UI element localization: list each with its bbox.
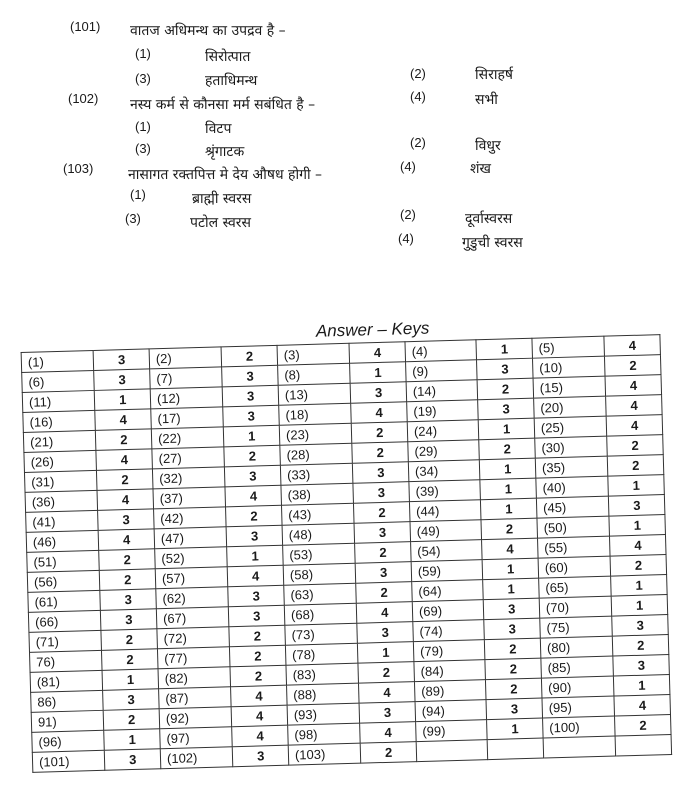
question-number-cell: (88) [286,683,359,705]
question-number-cell: (6) [22,370,95,392]
option-number: (4) [410,89,426,104]
answer-cell: 3 [223,405,279,427]
answer-cell: 3 [223,385,279,407]
answer-cell: 1 [95,389,151,411]
answer-cell: 2 [605,355,661,377]
answer-cell: 1 [350,362,406,384]
question-number-cell: (25) [534,416,607,438]
option-number: (3) [135,71,151,86]
question-number-cell: (58) [283,563,356,585]
answer-cell: 2 [222,345,278,367]
question-number-cell: (69) [412,600,484,622]
question-number-cell: (79) [413,640,485,662]
answer-cell: 4 [360,722,416,744]
option-number: (4) [398,231,414,246]
question-number-cell: (49) [410,520,482,542]
question-number-cell: (89) [414,680,486,702]
answer-cell: 2 [607,435,663,457]
answer-cell: 1 [227,545,283,567]
answer-cell: 1 [476,338,532,360]
question-text: नस्य कर्म से कौनसा मर्म सबंधित है – [130,97,316,113]
answer-cell: 2 [356,582,412,604]
answer-cell: 1 [609,515,665,537]
answer-cell: 4 [232,725,288,747]
answer-cell: 2 [478,378,534,400]
question-number-cell: (7) [150,367,223,389]
option-text: विधुर [475,138,501,154]
question-number-cell: (90) [541,676,614,698]
question-number-cell: (17) [151,407,224,429]
question-number-cell: (56) [27,570,100,592]
question-number-cell: (55) [537,536,610,558]
question-number-cell: (36) [25,490,98,512]
answer-cell: 2 [361,742,417,764]
question-number-cell: (87) [159,687,232,709]
answer-cell: 2 [486,678,542,700]
option-text: सिराहर्ष [475,67,513,83]
question-number-cell: (101) [32,750,105,772]
question-number-cell: (59) [411,560,483,582]
answer-cell: 2 [355,542,411,564]
answer-cell: 3 [477,358,533,380]
answer-cell: 4 [605,375,661,397]
question-number-cell: (47) [154,527,227,549]
question-number-cell: (34) [408,460,480,482]
question-number-cell: (82) [158,667,231,689]
answer-cell: 2 [104,709,160,731]
question-number-cell: (92) [159,707,232,729]
answer-keys-title: Answer – Keys [315,318,430,341]
question-number-cell: (4) [405,340,477,362]
question-number-cell: (73) [285,623,358,645]
question-number-cell: (11) [22,390,95,412]
answer-cell: 2 [229,625,285,647]
question-number-cell: (46) [26,530,99,552]
question-number-cell: (44) [409,500,481,522]
question-number-cell: 91) [31,710,104,732]
question-number-cell [416,740,488,762]
option-number: (2) [410,66,426,81]
question-number-cell: (72) [157,627,230,649]
question-number-cell: (14) [406,380,478,402]
question-number-cell: (10) [532,356,605,378]
question-number-cell: (99) [416,720,488,742]
question-number-cell: (95) [542,696,615,718]
answer-cell: 4 [606,395,662,417]
question-number-cell: (96) [32,730,105,752]
answer-cell: 4 [607,415,663,437]
answer-cell: 1 [224,425,280,447]
answer-cell: 3 [103,689,159,711]
answer-cell: 3 [357,622,413,644]
question-number-cell: (53) [283,543,356,565]
question-number-cell: (98) [288,723,361,745]
answer-cell: 3 [359,702,415,724]
answer-cell: 3 [100,589,156,611]
answer-cell: 3 [94,349,150,371]
answer-cell: 4 [359,682,415,704]
question-number-cell: 86) [31,690,104,712]
question-number-cell: (57) [155,567,228,589]
answer-cell: 2 [608,455,664,477]
question-number-cell: (85) [541,656,614,678]
option-number: (2) [410,135,426,150]
answer-cell: 3 [228,585,284,607]
question-number-cell: (50) [537,516,610,538]
answer-cell: 2 [224,445,280,467]
answer-cell: 2 [615,714,671,736]
question-number-cell: (2) [149,347,222,369]
answer-cell: 3 [225,465,281,487]
answer-cell: 3 [98,509,154,531]
answer-cell: 3 [486,698,542,720]
option-number: (2) [400,207,416,222]
question-number-cell: (33) [280,463,353,485]
option-text: शंख [470,161,491,177]
answer-cell: 2 [230,645,286,667]
answer-cell: 4 [96,449,152,471]
option-number: (1) [130,187,146,202]
question-number-cell: (102) [160,747,233,769]
question-number-cell: (29) [408,440,480,462]
question-number-cell: (42) [154,507,227,529]
question-number-cell: (54) [411,540,483,562]
answer-cell: 2 [352,422,408,444]
answer-cell: 1 [611,575,667,597]
answer-cell: 2 [481,518,537,540]
answer-cell: 2 [354,502,410,524]
answer-cell: 4 [95,409,151,431]
answer-cell: 4 [99,529,155,551]
answer-cell: 3 [94,369,150,391]
question-number-cell: (8) [278,363,351,385]
answer-cell: 1 [614,675,670,697]
question-number-cell: 76) [30,650,103,672]
answer-cell: 3 [227,525,283,547]
question-number: (103) [63,161,94,176]
answer-cell: 2 [99,549,155,571]
question-number: (102) [68,91,99,106]
answer-cell: 3 [612,615,668,637]
answer-cell: 1 [487,718,543,740]
question-number-cell: (67) [156,607,229,629]
question-text: वातज अधिमन्थ का उपद्रव है – [130,23,286,39]
question-number-cell: (83) [286,663,359,685]
answer-cell: 2 [101,629,157,651]
question-number-cell: (24) [407,420,479,442]
question-number-cell: (97) [160,727,233,749]
answer-cell: 1 [480,458,536,480]
question-number-cell: (62) [156,587,229,609]
question-number-cell: (64) [412,580,484,602]
question-number-cell: (1) [21,350,94,372]
question-number-cell: (68) [284,603,357,625]
question-number-cell: (39) [409,480,481,502]
answer-cell: 3 [609,495,665,517]
question-number-cell: (66) [28,610,101,632]
answer-cell: 4 [231,685,287,707]
option-number: (3) [135,141,151,156]
option-number: (4) [400,159,416,174]
option-number: (1) [135,119,151,134]
answer-cell: 3 [351,382,407,404]
question-number-cell: (20) [534,396,607,418]
question-number-cell: (74) [413,620,485,642]
question-number-cell: (15) [533,376,606,398]
answer-cell: 3 [484,618,540,640]
answer-cell: 3 [354,522,410,544]
question-number-cell: (35) [535,456,608,478]
option-text: हताधिमन्थ [205,73,258,89]
question-number-cell: (12) [150,387,223,409]
answer-cell: 3 [353,462,409,484]
option-text: विटप [205,121,232,137]
question-number-cell: (31) [24,470,97,492]
answer-cell: 1 [483,558,539,580]
answer-cell: 3 [478,398,534,420]
answer-cell: 4 [357,602,413,624]
question-number-cell: (41) [26,510,99,532]
question-number-cell: (52) [155,547,228,569]
question-number-cell: (19) [407,400,479,422]
answer-cell: 1 [358,642,414,664]
answer-cell [488,738,544,760]
answer-cell: 3 [105,749,161,771]
question-number-cell: (16) [23,410,96,432]
question-number-cell: (22) [151,427,224,449]
answer-cell: 3 [353,482,409,504]
answer-cell: 3 [356,562,412,584]
answer-cell: 4 [604,335,660,357]
question-number-cell: (77) [157,647,230,669]
option-text: सिरोत्पात [205,49,251,65]
question-number-cell: (81) [30,670,103,692]
answer-cell: 4 [482,538,538,560]
answer-cell: 3 [229,605,285,627]
question-number-cell: (18) [279,403,352,425]
question-number-cell [543,736,616,758]
answer-cell: 1 [480,478,536,500]
question-number-cell: (28) [280,443,353,465]
question-number-cell: (61) [28,590,101,612]
question-number-cell: (40) [536,476,609,498]
question-number-cell: (37) [153,487,226,509]
question-number-cell: (9) [405,360,477,382]
answer-cell: 1 [612,595,668,617]
answer-cell: 1 [104,729,160,751]
question-number-cell: (21) [23,430,96,452]
question-number-cell: (30) [535,436,608,458]
answer-cell: 1 [103,669,159,691]
question-number-cell: (32) [152,467,225,489]
question-number-cell: (27) [152,447,225,469]
answer-cell: 2 [352,442,408,464]
answer-cell: 2 [610,555,666,577]
answer-cell: 2 [96,429,152,451]
question-number: (101) [70,19,101,34]
answer-cell: 1 [481,498,537,520]
answer-cell: 2 [479,438,535,460]
answer-cell: 1 [608,475,664,497]
question-number-cell: (51) [27,550,100,572]
question-number-cell: (78) [285,643,358,665]
question-number-cell: (63) [284,583,357,605]
answer-cell [616,734,672,756]
answer-cell: 4 [225,485,281,507]
question-number-cell: (100) [543,716,616,738]
question-number-cell: (3) [277,343,350,365]
answer-cell: 2 [358,662,414,684]
option-number: (3) [125,211,141,226]
answer-cell: 3 [484,598,540,620]
question-number-cell: (43) [281,503,354,525]
answer-cell: 4 [349,342,405,364]
answer-cell: 2 [230,665,286,687]
answer-cell: 3 [233,745,289,767]
question-number-cell: (94) [415,700,487,722]
question-number-cell: (26) [24,450,97,472]
answer-cell: 3 [613,655,669,677]
answer-cell: 4 [97,489,153,511]
question-number-cell: (75) [540,616,613,638]
option-text: पटोल स्वरस [190,215,251,231]
option-text: सभी [475,92,498,108]
answer-cell: 2 [97,469,153,491]
question-number-cell: (5) [532,336,605,358]
answer-cell: 4 [228,565,284,587]
question-number-cell: (65) [539,576,612,598]
answer-cell: 4 [232,705,288,727]
question-number-cell: (48) [282,523,355,545]
answer-cell: 1 [479,418,535,440]
option-text: दूर्वास्वरस [465,211,513,227]
option-text: श्रृंगाटक [205,144,245,160]
question-number-cell: (93) [287,703,360,725]
question-number-cell: (71) [29,630,102,652]
answer-cell: 1 [483,578,539,600]
answer-cell: 4 [610,535,666,557]
option-text: गुडुची स्वरस [462,235,523,251]
option-text: ब्राह्मी स्वरस [192,191,252,207]
question-number-cell: (38) [281,483,354,505]
answer-cell: 3 [101,609,157,631]
question-number-cell: (84) [414,660,486,682]
question-number-cell: (45) [536,496,609,518]
option-number: (1) [135,46,151,61]
answer-cell: 3 [222,365,278,387]
answer-cell: 2 [226,505,282,527]
question-text: नासागत रक्तपित्त मे देय औषध होगी – [128,167,323,183]
answer-cell: 4 [614,694,670,716]
question-number-cell: (80) [540,636,613,658]
answer-cell: 4 [351,402,407,424]
answer-cell: 2 [102,649,158,671]
answer-cell: 2 [485,638,541,660]
answer-cell: 2 [613,635,669,657]
question-number-cell: (70) [539,596,612,618]
answer-keys-section [20,312,677,773]
answer-cell: 2 [100,569,156,591]
question-number-cell: (60) [538,556,611,578]
answer-cell: 2 [485,658,541,680]
answer-keys-table [21,334,673,773]
question-number-cell: (13) [278,383,351,405]
question-number-cell: (103) [288,743,361,765]
question-number-cell: (23) [279,423,352,445]
